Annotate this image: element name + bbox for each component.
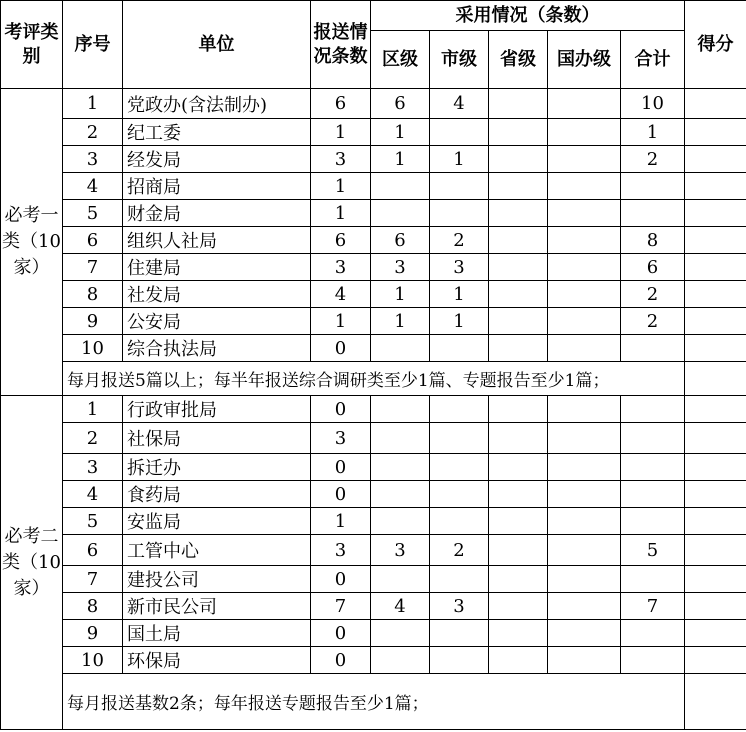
state-office-cell	[548, 146, 621, 173]
unit-cell: 国土局	[123, 620, 311, 647]
total-cell	[621, 454, 685, 481]
score-cell	[685, 281, 746, 308]
city-cell: 2	[430, 535, 489, 566]
unit-cell: 财金局	[123, 200, 311, 227]
table-row	[1, 254, 746, 281]
district-cell	[371, 620, 430, 647]
city-cell: 4	[430, 89, 489, 119]
score-cell	[685, 396, 746, 423]
district-cell: 1	[371, 281, 430, 308]
table-row	[1, 454, 746, 481]
unit-cell: 行政审批局	[123, 396, 311, 423]
district-cell	[371, 508, 430, 535]
state-office-cell	[548, 200, 621, 227]
reported-cell: 7	[311, 593, 371, 620]
city-cell: 2	[430, 227, 489, 254]
requirement-note: 每月报送5篇以上；每半年报送综合调研类至少1篇、专题报告至少1篇；	[63, 362, 685, 396]
seq-cell: 2	[63, 119, 123, 146]
note-row	[1, 674, 746, 730]
reported-cell: 3	[311, 254, 371, 281]
district-cell	[371, 566, 430, 593]
reported-cell: 1	[311, 508, 371, 535]
district-cell	[371, 423, 430, 454]
score-cell	[685, 535, 746, 566]
reported-cell: 6	[311, 89, 371, 119]
header-state-office: 国办级	[548, 31, 621, 89]
score-cell	[685, 508, 746, 535]
total-cell	[621, 396, 685, 423]
score-cell	[685, 308, 746, 335]
total-cell: 2	[621, 146, 685, 173]
unit-cell: 工管中心	[123, 535, 311, 566]
table-row	[1, 146, 746, 173]
score-cell	[685, 254, 746, 281]
province-cell	[489, 508, 548, 535]
table-row	[1, 200, 746, 227]
header-city: 市级	[430, 31, 489, 89]
total-cell: 5	[621, 535, 685, 566]
seq-cell: 7	[63, 254, 123, 281]
requirement-note: 每月报送基数2条；每年报送专题报告至少1篇；	[63, 674, 685, 730]
district-cell: 1	[371, 146, 430, 173]
province-cell	[489, 396, 548, 423]
state-office-cell	[548, 119, 621, 146]
district-cell: 1	[371, 119, 430, 146]
state-office-cell	[548, 335, 621, 362]
unit-cell: 经发局	[123, 146, 311, 173]
unit-cell: 安监局	[123, 508, 311, 535]
city-cell: 3	[430, 593, 489, 620]
score-cell	[685, 146, 746, 173]
score-cell	[685, 647, 746, 674]
score-cell	[685, 200, 746, 227]
state-office-cell	[548, 620, 621, 647]
state-office-cell	[548, 227, 621, 254]
state-office-cell	[548, 508, 621, 535]
total-cell: 1	[621, 119, 685, 146]
province-cell	[489, 335, 548, 362]
unit-cell: 组织人社局	[123, 227, 311, 254]
district-cell: 3	[371, 535, 430, 566]
district-cell	[371, 335, 430, 362]
city-cell	[430, 396, 489, 423]
unit-cell: 纪工委	[123, 119, 311, 146]
seq-cell: 9	[63, 620, 123, 647]
state-office-cell	[548, 566, 621, 593]
seq-cell: 4	[63, 173, 123, 200]
note-row	[1, 362, 746, 396]
category-cell: 必考二类（10家）	[1, 396, 63, 730]
city-cell	[430, 566, 489, 593]
state-office-cell	[548, 423, 621, 454]
score-cell	[685, 227, 746, 254]
reported-cell: 0	[311, 620, 371, 647]
province-cell	[489, 254, 548, 281]
province-cell	[489, 647, 548, 674]
city-cell	[430, 620, 489, 647]
seq-cell: 5	[63, 508, 123, 535]
city-cell	[430, 200, 489, 227]
table-row	[1, 566, 746, 593]
city-cell	[430, 335, 489, 362]
reported-cell: 0	[311, 396, 371, 423]
district-cell	[371, 396, 430, 423]
total-cell	[621, 423, 685, 454]
city-cell	[430, 647, 489, 674]
table-row	[1, 593, 746, 620]
table-row	[1, 119, 746, 146]
unit-cell: 党政办(含法制办)	[123, 89, 311, 119]
province-cell	[489, 119, 548, 146]
unit-cell: 住建局	[123, 254, 311, 281]
total-cell	[621, 200, 685, 227]
seq-cell: 3	[63, 454, 123, 481]
district-cell	[371, 173, 430, 200]
province-cell	[489, 566, 548, 593]
header-seq: 序号	[63, 1, 123, 89]
province-cell	[489, 308, 548, 335]
seq-cell: 2	[63, 423, 123, 454]
city-cell: 1	[430, 281, 489, 308]
score-cell	[685, 620, 746, 647]
unit-cell: 新市民公司	[123, 593, 311, 620]
state-office-cell	[548, 308, 621, 335]
reported-cell: 3	[311, 423, 371, 454]
district-cell: 6	[371, 227, 430, 254]
table-row	[1, 647, 746, 674]
reported-cell: 3	[311, 535, 371, 566]
total-cell	[621, 173, 685, 200]
city-cell: 1	[430, 308, 489, 335]
table-row	[1, 535, 746, 566]
table-row	[1, 173, 746, 200]
reported-cell: 1	[311, 308, 371, 335]
unit-cell: 综合执法局	[123, 335, 311, 362]
total-cell	[621, 620, 685, 647]
table-row	[1, 308, 746, 335]
total-cell: 8	[621, 227, 685, 254]
province-cell	[489, 146, 548, 173]
total-cell: 7	[621, 593, 685, 620]
total-cell	[621, 481, 685, 508]
seq-cell: 8	[63, 593, 123, 620]
table-row	[1, 281, 746, 308]
state-office-cell	[548, 396, 621, 423]
reported-cell: 0	[311, 566, 371, 593]
header-category: 考评类别	[1, 1, 63, 89]
total-cell: 2	[621, 308, 685, 335]
table-row	[1, 423, 746, 454]
district-cell: 4	[371, 593, 430, 620]
score-cell	[685, 566, 746, 593]
score-cell	[685, 173, 746, 200]
seq-cell: 3	[63, 146, 123, 173]
city-cell	[430, 454, 489, 481]
reported-cell: 0	[311, 335, 371, 362]
district-cell	[371, 647, 430, 674]
province-cell	[489, 173, 548, 200]
seq-cell: 6	[63, 535, 123, 566]
state-office-cell	[548, 454, 621, 481]
unit-cell: 社保局	[123, 423, 311, 454]
total-cell: 6	[621, 254, 685, 281]
state-office-cell	[548, 535, 621, 566]
header-unit: 单位	[123, 1, 311, 89]
seq-cell: 1	[63, 89, 123, 119]
city-cell	[430, 508, 489, 535]
reported-cell: 1	[311, 173, 371, 200]
state-office-cell	[548, 89, 621, 119]
reported-cell: 0	[311, 647, 371, 674]
score-cell	[685, 119, 746, 146]
seq-cell: 5	[63, 200, 123, 227]
category-cell: 必考一类（10家）	[1, 89, 63, 396]
seq-cell: 7	[63, 566, 123, 593]
province-cell	[489, 593, 548, 620]
header-reported: 报送情况条数	[311, 1, 371, 89]
unit-cell: 食药局	[123, 481, 311, 508]
table-row	[1, 508, 746, 535]
district-cell: 6	[371, 89, 430, 119]
district-cell	[371, 200, 430, 227]
total-cell	[621, 566, 685, 593]
province-cell	[489, 227, 548, 254]
seq-cell: 1	[63, 396, 123, 423]
header-province: 省级	[489, 31, 548, 89]
province-cell	[489, 281, 548, 308]
table-row	[1, 89, 746, 119]
table-row	[1, 396, 746, 423]
city-cell	[430, 423, 489, 454]
province-cell	[489, 620, 548, 647]
reported-cell: 1	[311, 119, 371, 146]
reported-cell: 0	[311, 481, 371, 508]
state-office-cell	[548, 281, 621, 308]
province-cell	[489, 89, 548, 119]
city-cell	[430, 119, 489, 146]
unit-cell: 拆迁办	[123, 454, 311, 481]
seq-cell: 6	[63, 227, 123, 254]
state-office-cell	[548, 254, 621, 281]
header-total: 合计	[621, 31, 685, 89]
score-cell	[685, 335, 746, 362]
reported-cell: 3	[311, 146, 371, 173]
table-row	[1, 335, 746, 362]
score-cell	[685, 89, 746, 119]
total-cell	[621, 647, 685, 674]
unit-cell: 招商局	[123, 173, 311, 200]
reported-cell: 4	[311, 281, 371, 308]
province-cell	[489, 535, 548, 566]
header-row-top	[1, 1, 746, 31]
reported-cell: 0	[311, 454, 371, 481]
table-row	[1, 227, 746, 254]
seq-cell: 8	[63, 281, 123, 308]
state-office-cell	[548, 481, 621, 508]
city-cell	[430, 173, 489, 200]
table-row	[1, 620, 746, 647]
reported-cell: 6	[311, 227, 371, 254]
district-cell	[371, 454, 430, 481]
unit-cell: 社发局	[123, 281, 311, 308]
seq-cell: 4	[63, 481, 123, 508]
city-cell: 1	[430, 146, 489, 173]
unit-cell: 公安局	[123, 308, 311, 335]
unit-cell: 环保局	[123, 647, 311, 674]
seq-cell: 10	[63, 335, 123, 362]
state-office-cell	[548, 173, 621, 200]
province-cell	[489, 200, 548, 227]
total-cell	[621, 508, 685, 535]
district-cell: 3	[371, 254, 430, 281]
district-cell: 1	[371, 308, 430, 335]
city-cell	[430, 481, 489, 508]
header-score: 得分	[685, 1, 746, 89]
reported-cell: 1	[311, 200, 371, 227]
header-adoption-group: 采用情况（条数）	[371, 1, 685, 31]
province-cell	[489, 423, 548, 454]
state-office-cell	[548, 593, 621, 620]
score-cell	[685, 423, 746, 454]
seq-cell: 9	[63, 308, 123, 335]
seq-cell: 10	[63, 647, 123, 674]
header-district: 区级	[371, 31, 430, 89]
total-cell: 10	[621, 89, 685, 119]
table-row	[1, 481, 746, 508]
total-cell: 2	[621, 281, 685, 308]
province-cell	[489, 454, 548, 481]
province-cell	[489, 481, 548, 508]
note-score-cell	[685, 362, 746, 396]
state-office-cell	[548, 647, 621, 674]
unit-cell: 建投公司	[123, 566, 311, 593]
city-cell: 3	[430, 254, 489, 281]
score-cell	[685, 481, 746, 508]
note-score-cell	[685, 674, 746, 730]
score-cell	[685, 454, 746, 481]
district-cell	[371, 481, 430, 508]
score-cell	[685, 593, 746, 620]
total-cell	[621, 335, 685, 362]
